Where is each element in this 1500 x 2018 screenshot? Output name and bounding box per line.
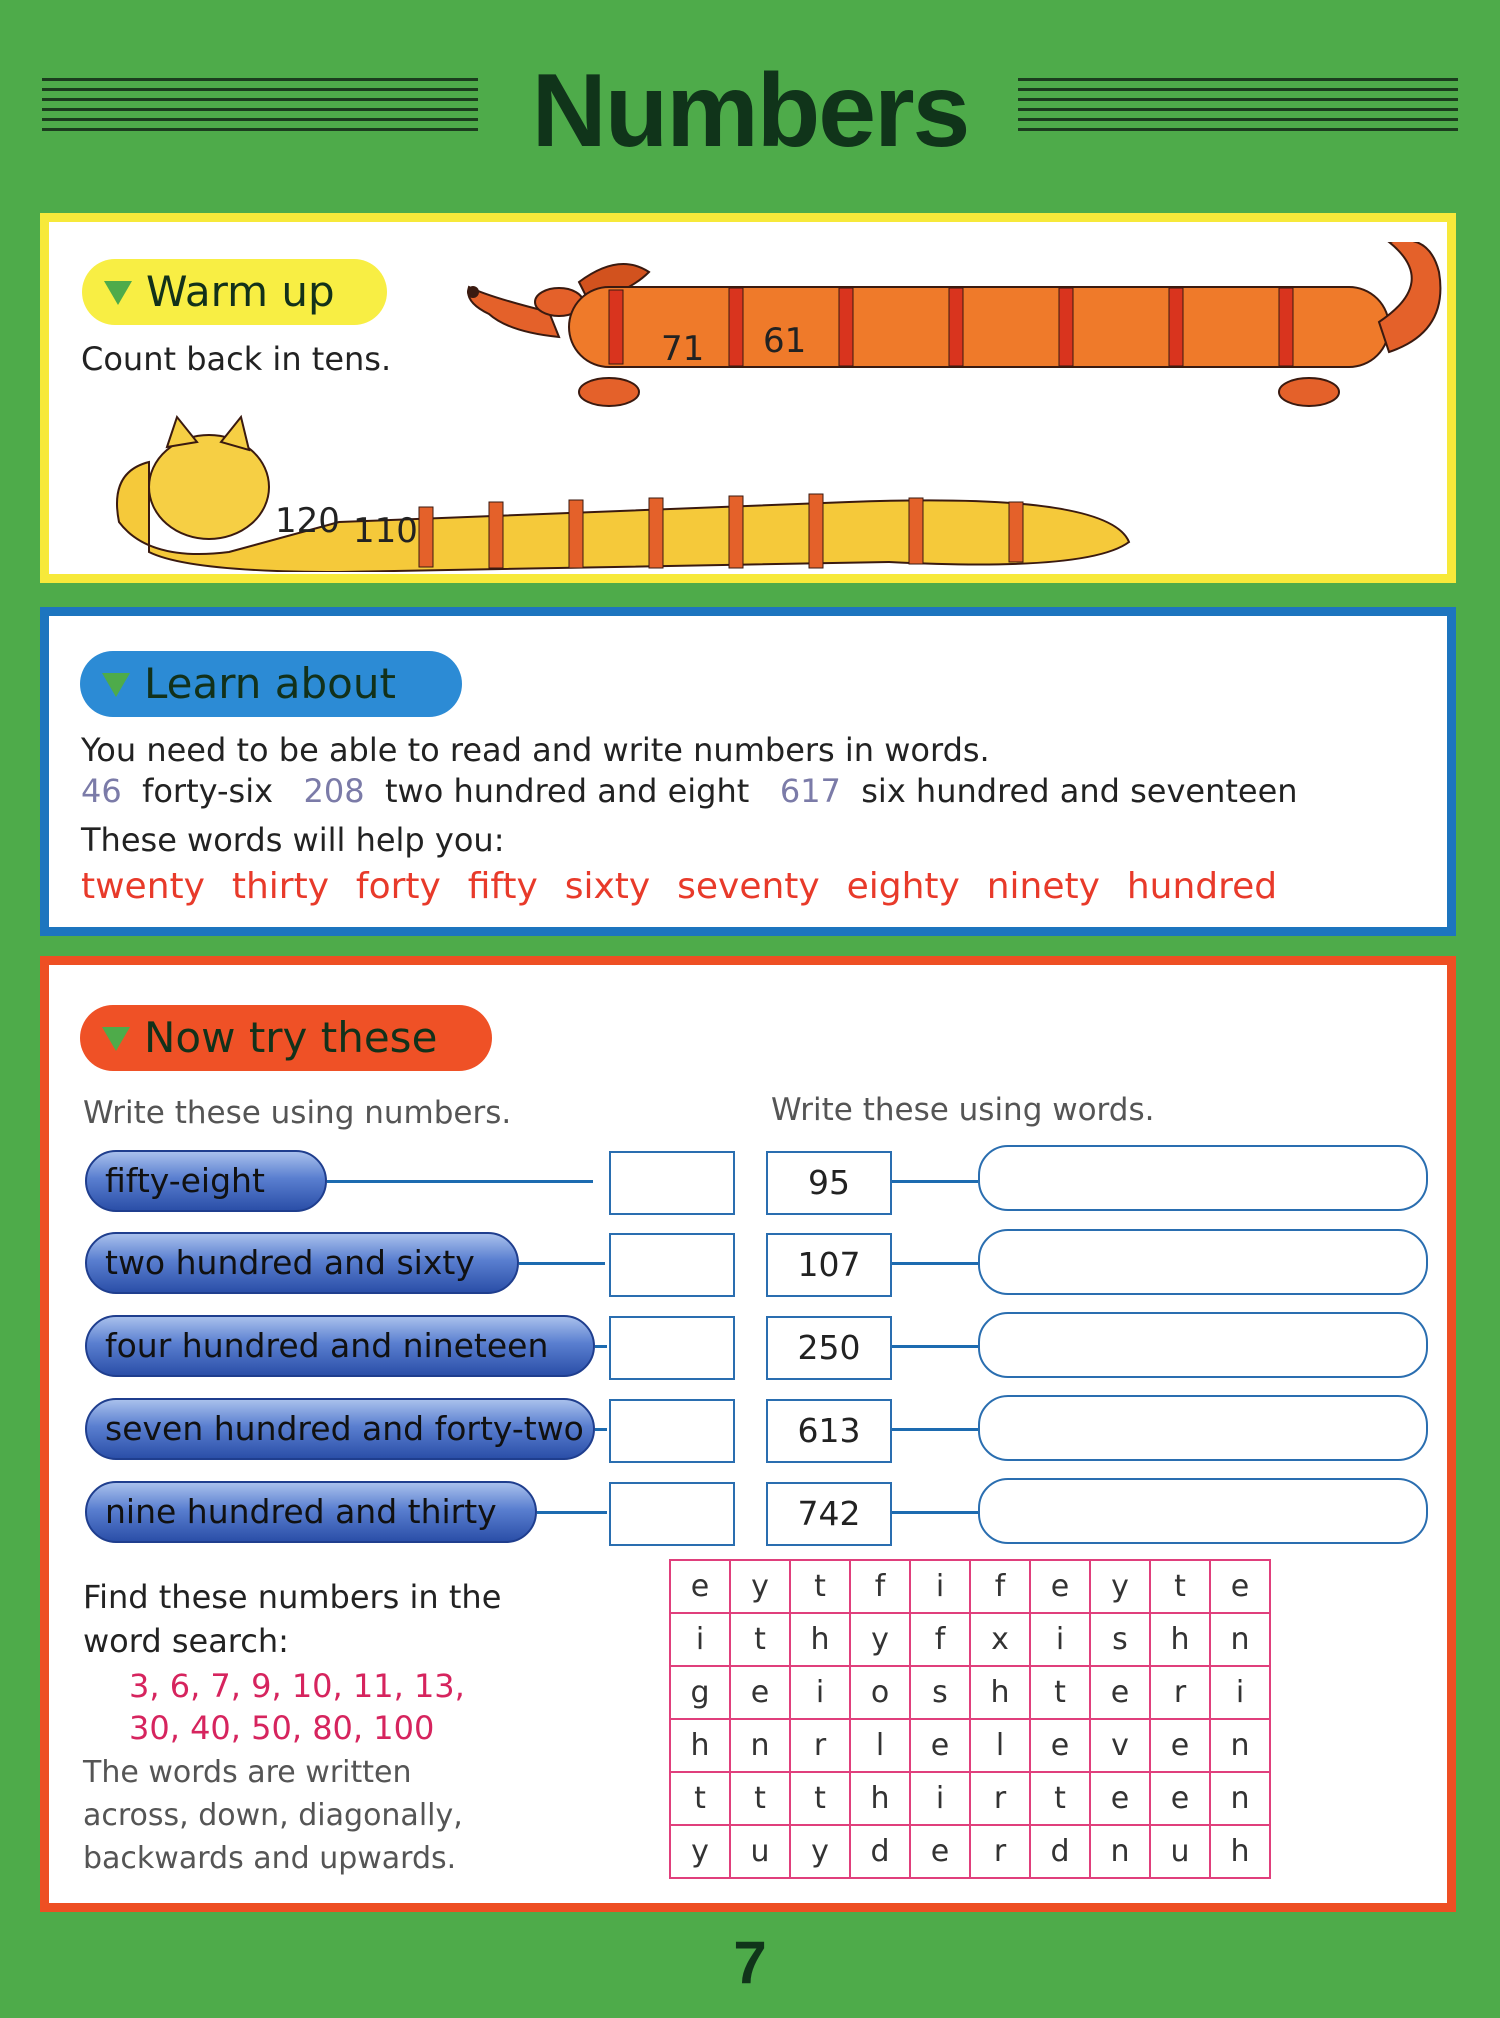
helper-word: thirty [231, 866, 329, 907]
grid-cell[interactable]: h [850, 1772, 910, 1825]
grid-row [670, 1825, 1270, 1878]
grid-cell[interactable]: i [790, 1666, 850, 1719]
grid-cell[interactable]: s [910, 1666, 970, 1719]
word-item: nine hundred and thirty [85, 1481, 537, 1543]
grid-cell[interactable]: t [1030, 1772, 1090, 1825]
grid-cell[interactable]: n [1210, 1772, 1270, 1825]
grid-cell[interactable]: n [1210, 1719, 1270, 1772]
grid-cell[interactable]: h [790, 1613, 850, 1666]
left-instruction: Write these using numbers. [83, 1095, 512, 1131]
grid-cell[interactable]: t [1150, 1560, 1210, 1613]
triangle-icon [102, 673, 130, 697]
grid-cell[interactable]: t [730, 1613, 790, 1666]
helper-word: twenty [81, 866, 205, 907]
grid-cell[interactable]: d [1030, 1825, 1090, 1878]
learn-about-panel [40, 607, 1456, 936]
word-item: four hundred and nineteen [85, 1315, 595, 1377]
grid-row [670, 1560, 1270, 1613]
connector-line [892, 1345, 978, 1348]
learn-intro: You need to be able to read and write numbers in words. [81, 731, 990, 769]
grid-cell[interactable]: h [670, 1719, 730, 1772]
grid-cell[interactable]: f [970, 1560, 1030, 1613]
grid-cell[interactable]: v [1090, 1719, 1150, 1772]
grid-cell[interactable]: h [970, 1666, 1030, 1719]
dog-label-71: 71 [661, 329, 705, 369]
grid-cell[interactable]: r [790, 1719, 850, 1772]
grid-cell[interactable]: t [790, 1772, 850, 1825]
helper-word: ninety [986, 866, 1100, 907]
connector-line [892, 1428, 978, 1431]
search-intro: Find these numbers in the word search: [83, 1578, 502, 1660]
grid-cell[interactable]: o [850, 1666, 910, 1719]
word-answer-box[interactable] [978, 1395, 1428, 1461]
grid-cell[interactable]: y [790, 1825, 850, 1878]
grid-cell[interactable]: u [1150, 1825, 1210, 1878]
connector-line [327, 1180, 593, 1183]
warm-up-panel [40, 213, 1456, 583]
number-answer-box[interactable] [609, 1482, 735, 1546]
example-words: six hundred and seventeen [861, 772, 1298, 810]
grid-cell[interactable]: e [1150, 1719, 1210, 1772]
right-instruction: Write these using words. [771, 1092, 1155, 1128]
grid-cell[interactable]: e [910, 1825, 970, 1878]
grid-row [670, 1613, 1270, 1666]
grid-cell[interactable]: u [730, 1825, 790, 1878]
number-item: 742 [766, 1482, 892, 1546]
cat-snake-illustration [89, 402, 1169, 572]
grid-cell[interactable]: t [1030, 1666, 1090, 1719]
helper-intro: These words will help you: [81, 821, 505, 859]
snake-label-110: 110 [353, 511, 418, 551]
grid-cell[interactable]: h [1210, 1825, 1270, 1878]
grid-cell[interactable]: t [790, 1560, 850, 1613]
helper-words [81, 866, 1277, 907]
grid-cell[interactable]: g [670, 1666, 730, 1719]
grid-cell[interactable]: y [730, 1560, 790, 1613]
grid-cell[interactable]: i [1030, 1613, 1090, 1666]
connector-line [595, 1345, 607, 1348]
grid-cell[interactable]: r [1150, 1666, 1210, 1719]
word-answer-box[interactable] [978, 1478, 1428, 1544]
dog-label-61: 61 [763, 321, 807, 361]
connector-line [537, 1511, 607, 1514]
grid-cell[interactable]: n [1210, 1613, 1270, 1666]
grid-cell[interactable]: d [850, 1825, 910, 1878]
word-answer-box[interactable] [978, 1229, 1428, 1295]
grid-cell[interactable]: e [730, 1666, 790, 1719]
grid-cell[interactable]: l [850, 1719, 910, 1772]
connector-line [595, 1428, 607, 1431]
warm-up-heading: Warm up [82, 259, 387, 325]
grid-cell[interactable]: t [730, 1772, 790, 1825]
example-words: forty-six [142, 772, 274, 810]
connector-line [519, 1262, 605, 1265]
helper-word: sixty [564, 866, 651, 907]
grid-row [670, 1719, 1270, 1772]
grid-cell[interactable]: y [670, 1825, 730, 1878]
number-item: 613 [766, 1399, 892, 1463]
grid-cell[interactable]: t [670, 1772, 730, 1825]
grid-cell[interactable]: e [1090, 1666, 1150, 1719]
grid-cell[interactable]: n [1090, 1825, 1150, 1878]
grid-cell[interactable]: e [910, 1719, 970, 1772]
connector-line [892, 1180, 978, 1183]
word-item: fifty-eight [85, 1150, 327, 1212]
grid-cell[interactable]: n [730, 1719, 790, 1772]
learn-about-heading: Learn about [80, 651, 462, 717]
word-item: two hundred and sixty [85, 1232, 519, 1294]
grid-row [670, 1772, 1270, 1825]
example-number: 208 [303, 772, 365, 810]
grid-cell[interactable]: e [1030, 1719, 1090, 1772]
grid-cell[interactable]: i [910, 1560, 970, 1613]
number-item: 95 [766, 1151, 892, 1215]
triangle-icon [102, 1027, 130, 1051]
connector-line [892, 1262, 978, 1265]
grid-cell[interactable]: e [1030, 1560, 1090, 1613]
helper-word: seventy [677, 866, 820, 907]
grid-cell[interactable]: y [1090, 1560, 1150, 1613]
number-answer-box[interactable] [609, 1399, 735, 1463]
grid-cell[interactable]: i [670, 1613, 730, 1666]
grid-cell[interactable]: f [850, 1560, 910, 1613]
snake-label-120: 120 [275, 501, 340, 541]
word-answer-box[interactable] [978, 1312, 1428, 1378]
grid-cell[interactable]: i [910, 1772, 970, 1825]
helper-word: eighty [846, 866, 960, 907]
number-answer-box[interactable] [609, 1316, 735, 1380]
grid-cell[interactable]: i [1210, 1666, 1270, 1719]
grid-cell[interactable]: x [970, 1613, 1030, 1666]
grid-cell[interactable]: h [1150, 1613, 1210, 1666]
connector-line [892, 1511, 978, 1514]
grid-cell[interactable]: e [1210, 1560, 1270, 1613]
number-item: 250 [766, 1316, 892, 1380]
grid-cell[interactable]: e [670, 1560, 730, 1613]
triangle-icon [104, 281, 132, 305]
grid-cell[interactable]: y [850, 1613, 910, 1666]
search-note: The words are written across, down, diagonally, backwards and upwards. [83, 1755, 463, 1876]
grid-cell[interactable]: e [1150, 1772, 1210, 1825]
helper-word: forty [355, 866, 441, 907]
now-try-panel [40, 956, 1456, 1912]
example-number: 617 [779, 772, 841, 810]
grid-row [670, 1666, 1270, 1719]
now-try-heading: Now try these [80, 1005, 492, 1071]
page-title: Numbers [531, 53, 969, 169]
example-number: 46 [81, 772, 122, 810]
search-numbers: 3, 6, 7, 9, 10, 11, 13, 30, 40, 50, 80, 100 [129, 1667, 465, 1747]
warm-up-instruction: Count back in tens. [81, 340, 392, 378]
helper-word: fifty [467, 866, 538, 907]
grid-cell[interactable]: e [1090, 1772, 1150, 1825]
grid-cell[interactable]: l [970, 1719, 1030, 1772]
grid-cell[interactable]: r [970, 1772, 1030, 1825]
learn-examples [81, 772, 1298, 810]
number-answer-box[interactable] [609, 1233, 735, 1297]
helper-word: hundred [1126, 866, 1278, 907]
grid-cell[interactable]: s [1090, 1613, 1150, 1666]
word-search-grid [669, 1559, 1271, 1879]
grid-cell[interactable]: r [970, 1825, 1030, 1878]
example-words: two hundred and eight [384, 772, 750, 810]
grid-cell[interactable]: f [910, 1613, 970, 1666]
number-item: 107 [766, 1233, 892, 1297]
page-number: 7 [733, 1929, 767, 1996]
number-answer-box[interactable] [609, 1151, 735, 1215]
word-answer-box[interactable] [978, 1145, 1428, 1211]
word-item: seven hundred and forty-two [85, 1398, 595, 1460]
